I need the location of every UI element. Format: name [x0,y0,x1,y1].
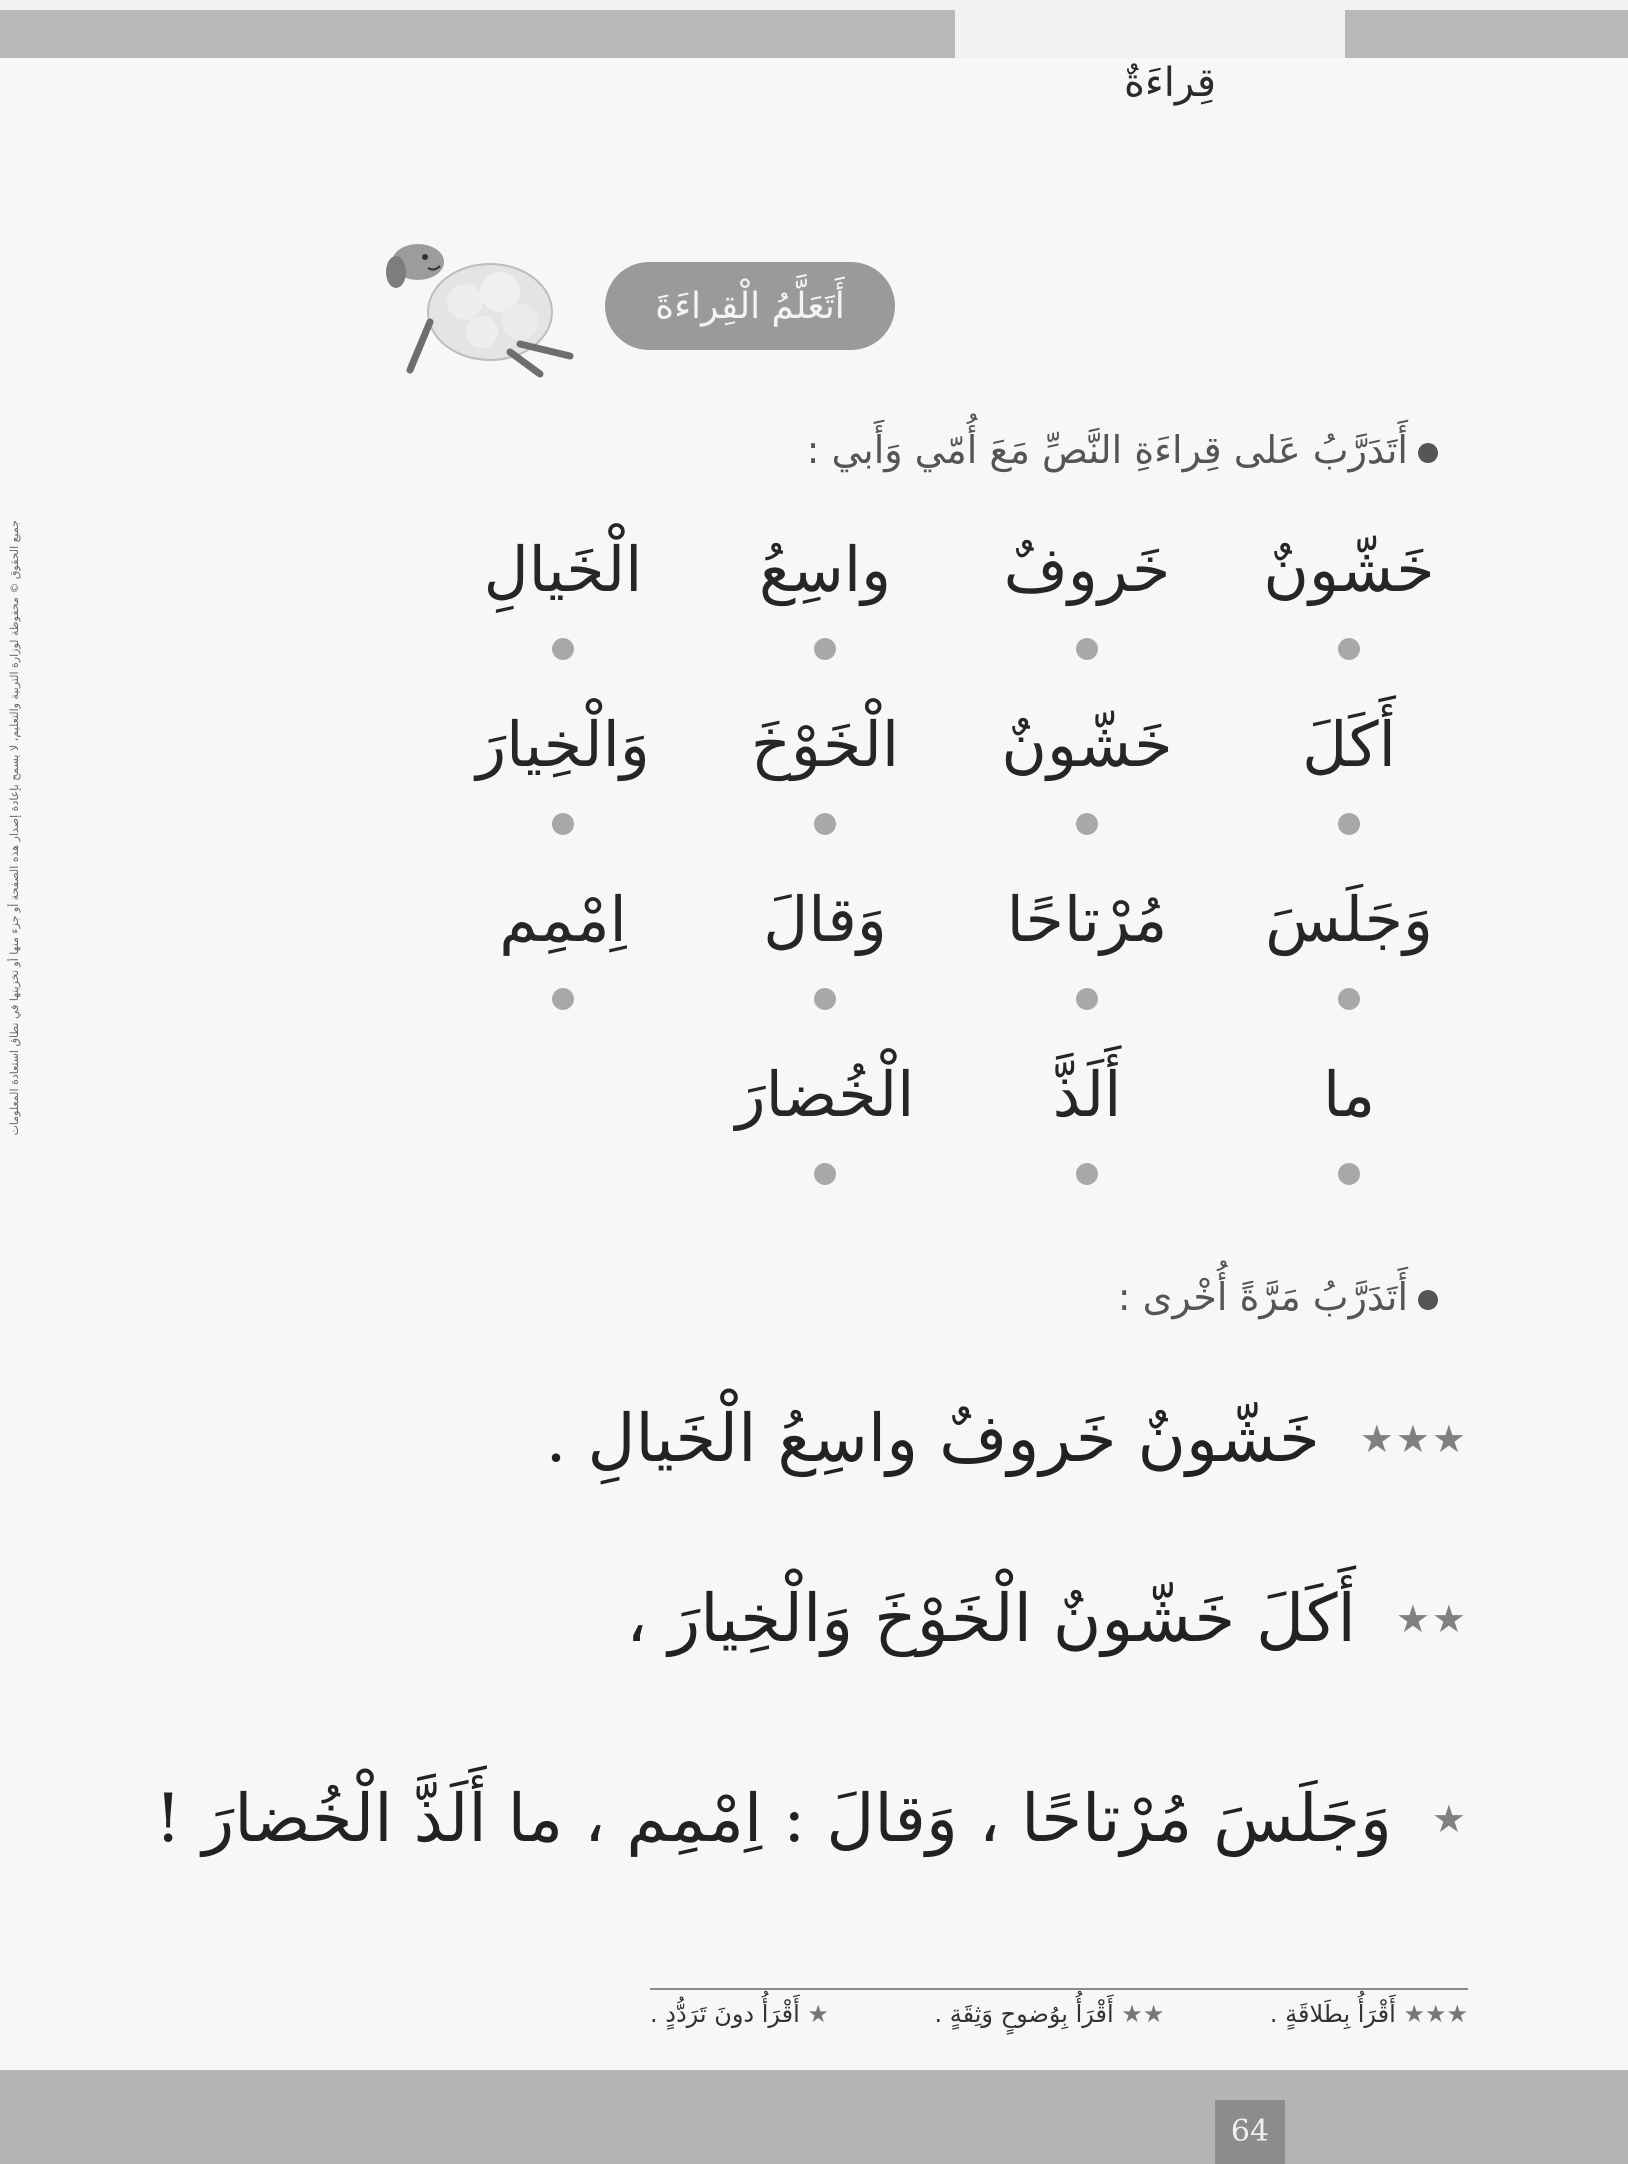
bottom-band [0,2070,1628,2164]
legend-text: أَقْرَأُ بِوُضوحٍ وَثِقَةٍ . [934,2000,1114,2028]
sentence-text: خَشّونٌ خَروفٌ واسِعُ الْخَيالِ . [545,1400,1320,1477]
word-row [430,870,1480,1045]
word: وَالْخِيارَ [476,708,650,781]
star-icon: ★ [807,2000,829,2028]
page-number: 64 [1215,2100,1285,2164]
dot-icon [1076,813,1098,835]
legend-text: أَقْرَأُ دونَ تَرَدُّدٍ . [650,2000,800,2028]
bullet-icon [1418,1290,1438,1310]
footer-divider [650,1988,1468,1990]
dot-icon [552,988,574,1010]
instruction-text: أَتَدَرَّبُ عَلى قِراءَةِ النَّصِّ مَعَ أُمّي وَأَبي : [806,428,1408,472]
dot-icon [814,638,836,660]
instruction-practice-with-parents [807,428,1438,472]
word-row [430,520,1480,695]
dot-icon [1076,988,1098,1010]
word-grid [430,520,1480,1220]
word: اِمْمِم [499,883,627,956]
sentence-text: أَكَلَ خَشّونٌ الْخَوْخَ وَالْخِيارَ ، [626,1580,1356,1657]
sentence-one-star [155,1780,1468,1857]
sentence-two-stars [626,1580,1468,1657]
legend-clear-confident [934,2000,1164,2028]
dot-icon [1338,988,1360,1010]
word-row [430,695,1480,870]
word: خَشّونٌ [1001,708,1173,781]
dot-icon [1338,1163,1360,1185]
header-bar-left [0,10,955,58]
dot-icon [814,813,836,835]
page-title: قِراءَةٌ [1123,60,1217,106]
dot-icon [1076,1163,1098,1185]
word: ما [1322,1058,1376,1131]
dot-icon [814,988,836,1010]
star-rating-icon: ★ [1431,1796,1468,1841]
side-copyright-note: جميع الحقوق © محفوظة لوزارة التربية والتعليم، لا يسمح بإعادة إصدار هذه الصفحة أو جزء منها أو تخزينها في نطاق استعادة المعلومات [8,520,21,1136]
sentence-text: وَجَلَسَ مُرْتاحًا ، وَقالَ : اِمْمِم ، ما أَلَذَّ الْخُضارَ ! [154,1780,1392,1857]
word: الْخَوْخَ [750,708,900,781]
dot-icon [552,638,574,660]
dot-icon [1338,813,1360,835]
word: أَلَذَّ [1052,1058,1122,1131]
bullet-icon [1418,443,1438,463]
star-rating-icon: ★★★ [1359,1416,1468,1461]
section-title-pill: أَتَعَلَّمُ الْقِراءَةَ [605,262,895,350]
header-bar-right [1345,10,1628,58]
word: الْخَيالِ [483,533,643,606]
sentence-three-stars [545,1400,1468,1477]
legend-fluent [1270,2000,1468,2028]
reading-levels-legend [650,2000,1468,2028]
word: الْخُضارَ [735,1058,915,1131]
dot-icon [1338,638,1360,660]
instruction-text: أَتَدَرَّبُ مَرَّةً أُخْرى : [1117,1275,1408,1319]
dot-icon [1076,638,1098,660]
sheep-illustration [370,232,580,382]
word: خَروفٌ [1003,533,1171,606]
word: وَجَلَسَ [1265,883,1433,956]
star-icon: ★★★ [1403,2000,1468,2028]
legend-no-hesitation [650,2000,829,2028]
word-row [430,1045,1480,1220]
word: أَكَلَ [1302,708,1396,781]
word: وَقالَ [763,883,887,956]
star-icon: ★★ [1121,2000,1165,2028]
dot-icon [552,813,574,835]
star-rating-icon: ★★ [1395,1596,1468,1641]
dot-icon [814,1163,836,1185]
legend-text: أَقْرَأُ بِطَلاقَةٍ . [1269,2000,1396,2028]
word: واسِعُ [758,533,892,606]
word: مُرْتاحًا [1006,883,1168,956]
word: خَشّونٌ [1263,533,1435,606]
instruction-practice-again [1118,1275,1438,1319]
